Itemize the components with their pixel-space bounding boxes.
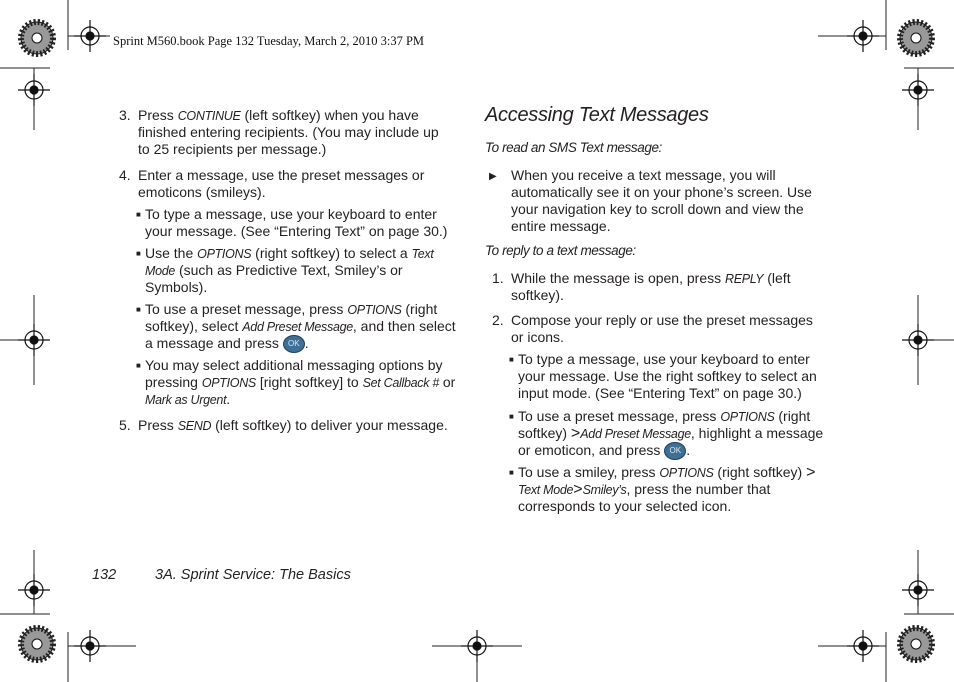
bullet-icon: ■ [509, 468, 514, 477]
bullet-icon: ■ [136, 249, 141, 258]
page-number: 132 [92, 567, 117, 583]
bullet-1-line-2: your message. (See “Entering Text” on page 30.) [145, 223, 448, 239]
reply-bullet-2-line-1: To use a preset message, press OPTIONS (right [518, 408, 811, 424]
subheading-reply: To reply to a text message: [485, 243, 636, 258]
reply-bullet-3-line-1: To use a smiley, press OPTIONS (right softkey) > [518, 464, 816, 481]
reply-bullet-2-line-2: softkey) >Add Preset Message, highlight a message [518, 425, 824, 442]
bullet-icon: ■ [509, 412, 514, 421]
bullet-3-line-1: To use a preset message, press OPTIONS (right [145, 301, 438, 317]
reply-bullet-3-line-2: Text Mode>Smiley’s, press the number that [518, 481, 771, 498]
step-3-line-1: Press CONTINUE (left softkey) when you have [138, 107, 419, 123]
reply-bullet-2-line-3: or emoticon, and press OK . [518, 442, 690, 460]
step-number: 2. [492, 312, 504, 328]
step-number: 4. [119, 167, 131, 183]
reply-step-2-line-1: Compose your reply or use the preset messages [511, 312, 813, 328]
reply-bullet-1-line-3: input mode. (See “Entering Text” on page 30.) [518, 385, 802, 401]
read-line-1: When you receive a text message, you will [511, 167, 776, 183]
bullet-4-line-2: pressing OPTIONS [right softkey] to Set Callback # or [145, 374, 456, 390]
print-header: Sprint M560.book Page 132 Tuesday, March 2, 2010 3:37 PM [113, 34, 425, 48]
reply-bullet-1-line-1: To type a message, use your keyboard to enter [518, 351, 810, 367]
step-number: 1. [492, 270, 504, 286]
reply-step-2-line-2: or icons. [511, 329, 564, 345]
section-title: Accessing Text Messages [485, 104, 709, 126]
arrow-icon: ▶ [489, 171, 497, 182]
bullet-2-line-2: Mode (such as Predictive Text, Smiley’s or [145, 262, 403, 278]
ok-key-icon: OK [664, 442, 686, 460]
step-3-line-3: to 25 recipients per message.) [138, 141, 327, 157]
step-5-line-1: Press SEND (left softkey) to deliver your message. [138, 417, 448, 433]
bullet-icon: ■ [509, 355, 514, 364]
bullet-icon: ■ [136, 305, 141, 314]
bullet-icon: ■ [136, 210, 141, 219]
ok-key-icon: OK [283, 335, 305, 353]
read-line-2: automatically see it on your phone’s screen. Use [511, 184, 812, 200]
bullet-2-line-1: Use the OPTIONS (right softkey) to select a Text [145, 245, 434, 261]
step-4-line-2: emoticons (smileys). [138, 184, 266, 200]
subheading-read: To read an SMS Text message: [485, 140, 662, 155]
reply-step-1-line-2: softkey). [511, 287, 564, 303]
reply-bullet-3-line-3: corresponds to your selected icon. [518, 498, 732, 514]
read-line-3: your navigation key to scroll down and view the [511, 201, 804, 217]
reply-bullet-1-line-2: your message. Use the right softkey to select an [518, 368, 817, 384]
bullet-1-line-1: To type a message, use your keyboard to enter [145, 206, 437, 222]
bullet-3-line-3: a message and press OK . [145, 335, 309, 353]
step-3-line-2: finished entering recipients. (You may include up [138, 124, 439, 140]
bullet-4-line-1: You may select additional messaging options by [145, 357, 443, 373]
bullet-icon: ■ [136, 361, 141, 370]
reply-step-1-line-1: While the message is open, press REPLY (left [511, 270, 791, 286]
bullet-4-line-3: Mark as Urgent. [145, 391, 231, 407]
step-4-line-1: Enter a message, use the preset messages or [138, 167, 425, 183]
bullet-3-line-2: softkey), select Add Preset Message, and then select [145, 318, 456, 334]
step-number: 5. [119, 417, 131, 433]
section-name: 3A. Sprint Service: The Basics [155, 567, 351, 583]
step-number: 3. [119, 107, 131, 123]
read-line-4: entire message. [511, 218, 611, 234]
bullet-2-line-3: Symbols). [145, 279, 208, 295]
